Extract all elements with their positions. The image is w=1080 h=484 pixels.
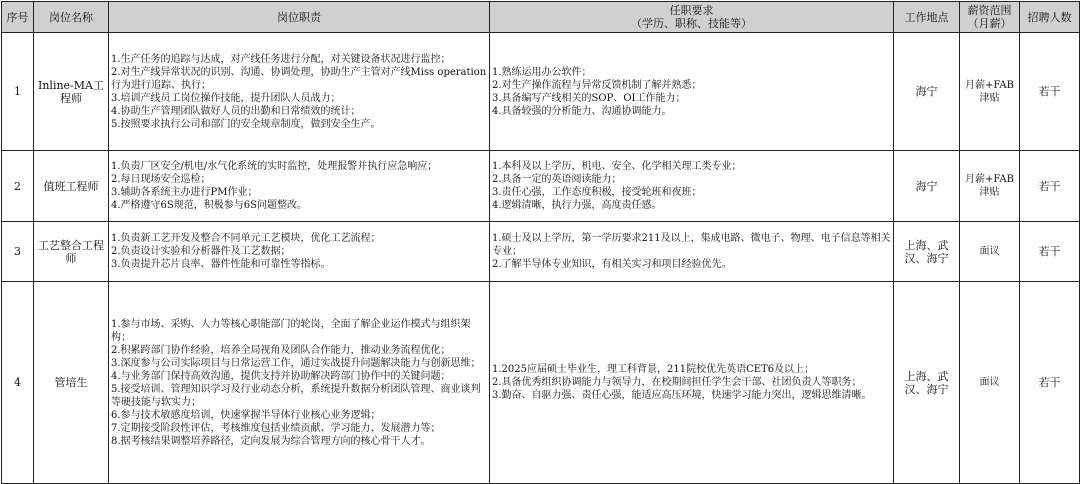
req-line: 3.勤奋、自驱力强、责任心强，能适应高压环境，快速学习能力突出，逻辑思维清晰。 bbox=[492, 390, 872, 401]
req-line: 2.了解半导体专业知识，有相关实习和项目经验优先。 bbox=[492, 259, 732, 270]
row-seq: 1 bbox=[2, 33, 34, 151]
req-line: 2.具备一定的英语阅读能力； bbox=[492, 174, 622, 185]
req-line: 3.具备编写产线相关的SOP、OI工作能力； bbox=[492, 92, 686, 104]
duty-line: 1.负责新工艺开发及整合不同单元工艺模块，优化工艺流程； bbox=[111, 233, 381, 244]
duty-line: 4.与业务部门保持高效沟通，提供支持并协助解决跨部门协作中的关键问题； bbox=[111, 370, 451, 382]
row-seq: 2 bbox=[2, 151, 34, 222]
row-requirements bbox=[490, 222, 894, 282]
req-line: 4.具备较强的分析能力、沟通协调能力。 bbox=[492, 105, 672, 117]
row-count: 若干 bbox=[1020, 33, 1080, 151]
table-row bbox=[2, 222, 1080, 282]
req-line: 2.具备优秀组织协调能力与领导力，在校期间担任学生会干部、社团负责人等职务； bbox=[492, 377, 862, 388]
job-table bbox=[1, 1, 1080, 484]
row-position-name: 工艺整合工程师 bbox=[34, 222, 109, 282]
duty-line: 3.培训产线员工岗位操作技能，提升团队人员战力； bbox=[111, 92, 341, 104]
req-line: 1.熟练运用办公软件； bbox=[492, 66, 592, 78]
row-seq: 4 bbox=[2, 282, 34, 484]
header-location: 工作地点 bbox=[894, 2, 960, 33]
req-line: 1.本科及以上学历，机电、安全、化学相关理工类专业； bbox=[492, 161, 742, 172]
table-row bbox=[2, 33, 1080, 151]
duty-line: 3.深度参与公司实际项目与日常运营工作，通过实战提升问题解决能力与创新思维； bbox=[111, 357, 481, 369]
table-row bbox=[2, 282, 1080, 484]
row-duties bbox=[109, 282, 490, 484]
duty-line: 2.负责设计实验和分析器件及工艺数据； bbox=[111, 246, 291, 257]
duty-line: 1.生产任务的追踪与达成，对产线任务进行分配，对关键设备状况进行监控； bbox=[111, 53, 451, 65]
req-line: 2.对生产操作流程与异常反馈机制了解并熟悉； bbox=[492, 79, 702, 91]
row-salary: 月薪+FAB津贴 bbox=[960, 151, 1020, 222]
duty-line: 5.按照要求执行公司和部门的安全规章制度，做到安全生产。 bbox=[111, 118, 381, 130]
header-salary bbox=[960, 2, 1020, 33]
row-requirements bbox=[490, 282, 894, 484]
row-duties bbox=[109, 33, 490, 151]
row-location: 上海、武汉、海宁 bbox=[894, 222, 960, 282]
duty-line: 1.参与市场、采购、人力等核心职能部门的轮岗，全面了解企业运作模式与组织架构； bbox=[111, 318, 471, 343]
row-position-name: 值班工程师 bbox=[34, 151, 109, 222]
row-salary: 面议 bbox=[960, 282, 1020, 484]
duty-line: 2.对生产线异常状况的识别、沟通、协调处理，协助生产主管对产线Miss operation行为进行追踪、执行； bbox=[111, 66, 487, 91]
req-line: 4.逻辑清晰，执行力强，高度责任感。 bbox=[492, 200, 662, 211]
row-location: 上海、武汉、海宁 bbox=[894, 282, 960, 484]
row-position-name: 管培生 bbox=[34, 282, 109, 484]
req-line: 1.硕士及以上学历，第一学历要求211及以上，集成电路、微电子、物理、电子信息等相关专业； bbox=[492, 233, 891, 257]
header-req-title: 任职要求 bbox=[669, 4, 714, 17]
duty-line: 4.严格遵守6S规范，积极参与6S问题整改。 bbox=[111, 200, 307, 211]
row-salary: 月薪+FAB津贴 bbox=[960, 33, 1020, 151]
duty-line: 2.每日现场安全巡检； bbox=[111, 174, 211, 185]
header-count: 招聘人数 bbox=[1020, 2, 1080, 33]
row-count: 若干 bbox=[1020, 282, 1080, 484]
header-salary-l1: 薪资范围 bbox=[967, 4, 1012, 17]
duty-line: 3.辅助各系统主办进行PM作业； bbox=[111, 187, 258, 198]
header-duty: 岗位职责 bbox=[109, 2, 490, 33]
row-requirements bbox=[490, 33, 894, 151]
row-count: 若干 bbox=[1020, 151, 1080, 222]
row-position-name: Inline-MA工程师 bbox=[34, 33, 109, 151]
duty-line: 5.接受培训、管理知识学习及行业动态分析，系统提升数据分析团队管理、商业谈判等硬技能与软实力； bbox=[111, 383, 481, 408]
duty-line: 7.定期接受阶段性评估，考核维度包括业绩贡献、学习能力、发展潜力等； bbox=[111, 422, 441, 434]
row-duties bbox=[109, 151, 490, 222]
duty-line: 1.负责厂区安全/机电/水气化系统的实时监控，处理报警并执行应急响应； bbox=[111, 161, 438, 172]
header-requirements bbox=[490, 2, 894, 33]
header-name: 岗位名称 bbox=[34, 2, 109, 33]
row-seq: 3 bbox=[2, 222, 34, 282]
duty-line: 8.据考核结果调整培养路径，定向发展为综合管理方向的核心骨干人才。 bbox=[111, 435, 431, 447]
header-row bbox=[2, 2, 1080, 33]
row-location: 海宁 bbox=[894, 33, 960, 151]
header-req-sub: （学历、职称、技能等） bbox=[631, 17, 752, 30]
row-duties bbox=[109, 222, 490, 282]
req-line: 1.2025应届硕士毕业生，理工科背景，211院校优先英语CET6及以上； bbox=[492, 364, 815, 375]
row-count: 若干 bbox=[1020, 222, 1080, 282]
row-salary: 面议 bbox=[960, 222, 1020, 282]
row-location: 海宁 bbox=[894, 151, 960, 222]
duty-line: 6.参与技术敏感度培训，快速掌握半导体行业核心业务逻辑； bbox=[111, 409, 381, 421]
req-line: 3.责任心强，工作态度积极，接受轮班和夜班； bbox=[492, 187, 702, 198]
duty-line: 4.协助生产管理团队做好人员的出勤和日常绩效的统计； bbox=[111, 105, 361, 117]
table-row bbox=[2, 151, 1080, 222]
row-requirements bbox=[490, 151, 894, 222]
duty-line: 3.负责提升芯片良率、器件性能和可靠性等指标。 bbox=[111, 259, 331, 270]
duty-line: 2.积累跨部门协作经验，培养全局视角及团队合作能力，推动业务流程优化； bbox=[111, 344, 451, 356]
header-salary-l2: （月薪） bbox=[967, 17, 1012, 30]
header-seq: 序号 bbox=[2, 2, 34, 33]
